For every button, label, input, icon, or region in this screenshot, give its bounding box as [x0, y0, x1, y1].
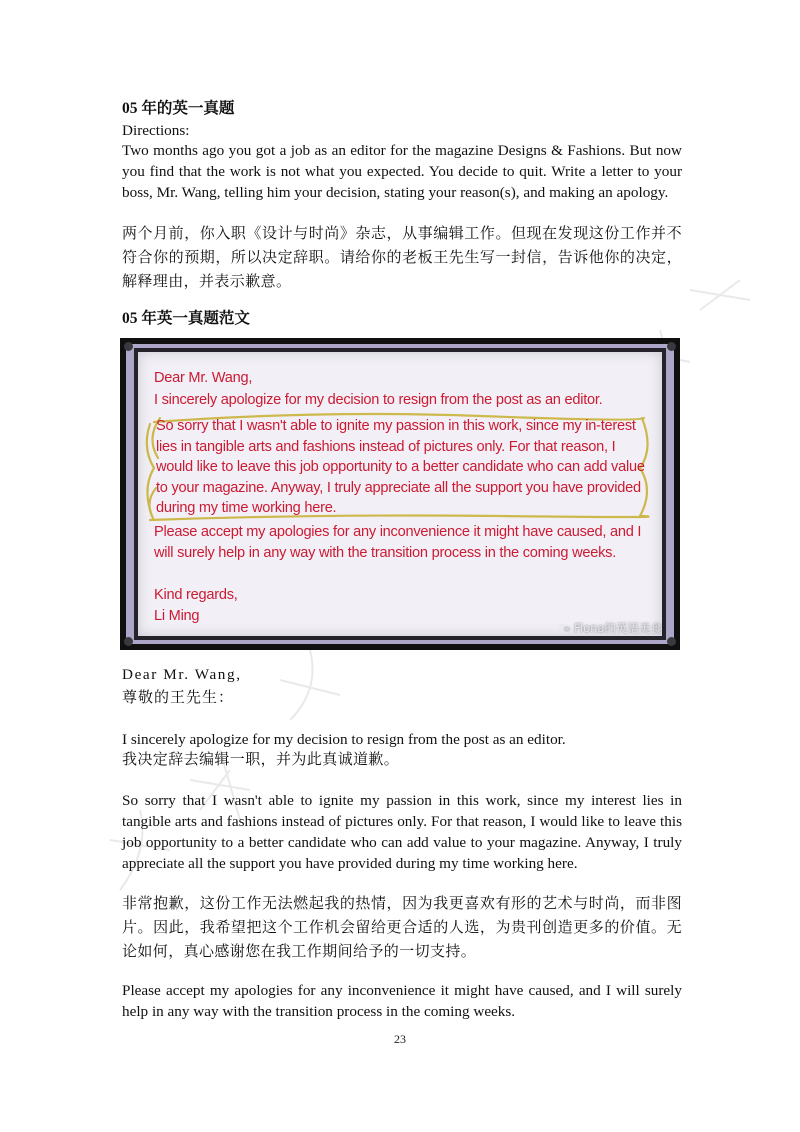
image-greeting: Dear Mr. Wang, [154, 370, 253, 386]
frame-bolt-icon [124, 637, 133, 646]
page-number: 23 [394, 1032, 406, 1046]
sample-letter-image [120, 338, 680, 650]
frame-bolt-icon [667, 637, 676, 646]
task-prompt-english: Two months ago you got a job as an editor for the magazine Designs & Fashions. But now you find that the work is not what you expected. You decide to quit. Write a letter to your boss, Mr. Wang, telling him your decision, stating your reason(s), and making an apology. [122, 142, 682, 201]
image-paragraph-3: Please accept my apologies for any inconvenience it might have caused, and I will surely help in any way with the transition process in the coming weeks. [154, 524, 642, 561]
image-paragraph-1: I sincerely apologize for my decision to resign from the post as an editor. [154, 392, 603, 408]
wechat-watermark [558, 620, 662, 636]
task-prompt-chinese: 两个月前，你入职《设计与时尚》杂志，从事编辑工作。但现在发现这份工作并不符合你的预期，所以决定辞职。请给你的老板王先生写一封信，告诉他你的决定，解释理由，并表示歉意。 [122, 226, 682, 290]
frame-bolt-icon [667, 342, 676, 351]
image-paragraph-2: So sorry that I wasn't able to ignite my passion in this work, since my in-terest lies in tangible arts and fashions instead of pictures only. For that reason, I would like to leave this job opportunity to a better candidate who can add value to your magazine. Anyway, I truly appreciate all the support you have provided during my time working here. [156, 418, 645, 516]
image-signature: Li Ming [154, 608, 200, 624]
letter-sentence-1-chinese: 我决定辞去编辑一职，并为此真诚道歉。 [122, 752, 400, 768]
letter-greeting-chinese: 尊敬的王先生： [122, 690, 235, 706]
frame-bolt-icon [124, 342, 133, 351]
directions-label: Directions: [122, 122, 190, 139]
letter-greeting: Dear Mr. Wang, [122, 666, 242, 683]
section-heading-exam: 05 年的英一真题 [122, 100, 235, 117]
letter-paragraph-3: Please accept my apologies for any inconvenience it might have caused, and I will surely help in any way with the transition process in the coming weeks. [122, 982, 682, 1020]
letter-paragraph-2: So sorry that I wasn't able to ignite my passion in this work, since my interest lies in tangible arts and fashions instead of pictures only. For that reason, I would like to leave this job opportunity to a better candidate who can add value to your magazine. Anyway, I truly appreciate all the support you have provided during my time working here. [122, 792, 682, 872]
wechat-label: Fiona的英语美食 [574, 621, 662, 635]
letter-sentence-1: I sincerely apologize for my decision to resign from the post as an editor. [122, 731, 566, 748]
section-heading-sample: 05 年英一真题范文 [122, 310, 250, 327]
letter-paragraph-2-chinese: 非常抱歉，这份工作无法燃起我的热情，因为我更喜欢有形的艺术与时尚，而非图片。因此，我希望把这个工作机会留给更合适的人选，为贵刊创造更多的价值。无论如何，真心感谢您在我工作期间给予的一切支持。 [122, 896, 682, 960]
wechat-icon [558, 623, 571, 633]
image-closing: Kind regards, [154, 587, 238, 603]
